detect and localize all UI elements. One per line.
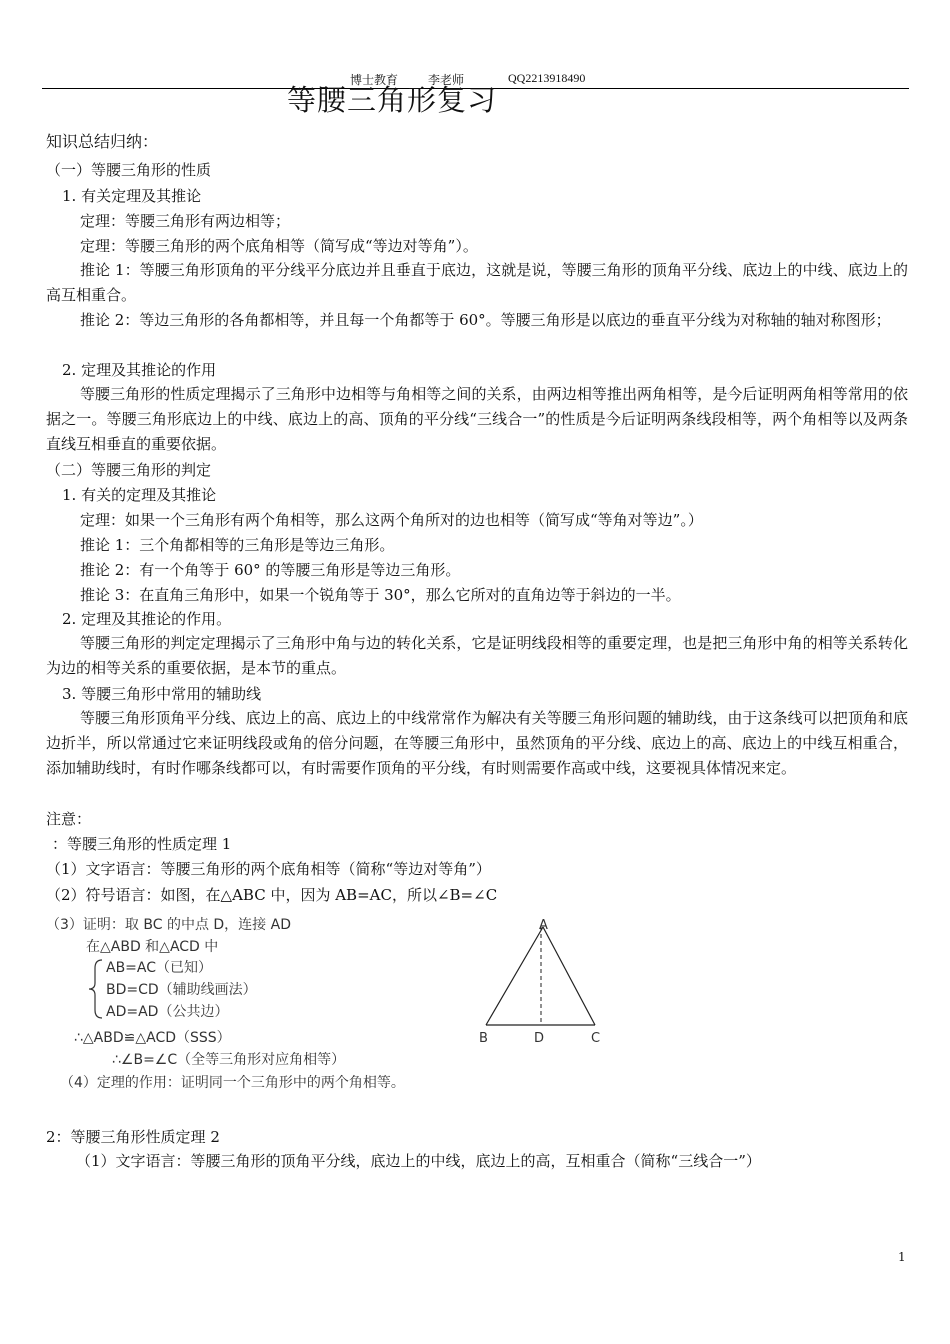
proof-line-8: （4）定理的作用：证明同一个三角形中的两个角相等。 (60, 1075, 405, 1091)
sec2-sub3: 3. 等腰三角形中常用的辅助线 (62, 685, 262, 703)
note-theorem1: ：等腰三角形的性质定理 1 (52, 835, 232, 853)
header-qq: QQ2213918490 (508, 71, 586, 85)
proof-line-4: BD=CD（辅助线画法） (106, 982, 257, 998)
summary-heading: 知识总结归纳： (46, 132, 159, 151)
header-teacher: 李老师 (428, 73, 465, 87)
proof-line-5: AD=AD（公共边） (106, 1004, 229, 1020)
sec2-sub1: 1. 有关的定理及其推论 (62, 486, 217, 504)
proof-line-7: ∴∠B=∠C（全等三角形对应角相等） (112, 1052, 346, 1068)
proof-line-2: 在△ABD 和△ACD 中 (86, 939, 219, 955)
sec2-sub2: 2. 定理及其推论的作用。 (62, 610, 232, 628)
sec1-sub2: 2. 定理及其推论的作用 (62, 361, 217, 379)
sec1-theorem2: 定理：等腰三角形的两个底角相等（简写成“等边对等角”）。 (80, 237, 478, 255)
point-label-d: D (534, 1031, 545, 1046)
sec1-para2: 等腰三角形的性质定理揭示了三角形中边相等与角相等之间的关系，由两边相等推出两角相等，是今后证明两角相等常用的依据之一。等腰三角形底边上的中线、底边上的高、顶角的平分线“三线合一”的性质是今后证明两条线段相等，两个角相等以及两条直线互相垂直的重要依据。 (46, 385, 908, 453)
sec1-heading: （一）等腰三角形的性质 (46, 161, 212, 179)
sec2-corollary1: 推论 1：三个角都相等的三角形是等边三角形。 (80, 536, 395, 554)
sec2-corollary3: 推论 3：在直角三角形中，如果一个锐角等于 30°，那么它所对的直角边等于斜边的一半。 (80, 586, 681, 604)
proof-line-6: ∴△ABD≌△ACD（SSS） (74, 1030, 231, 1046)
sec2-para3: 等腰三角形顶角平分线、底边上的高、底边上的中线常常作为解决有关等腰三角形问题的辅助线，由于这条线可以把顶角和底边折半，所以常通过它来证明线段或角的倍分问题，在等腰三角形中，虽然顶角的平分线、底边上的高、底边上的中线互相重合，添加辅助线时，有时作哪条线都可以，有时需要作顶角的平分线，有时则需要作高或中线，这要视具体情况来定。 (46, 709, 908, 777)
note-heading: 注意： (46, 810, 92, 828)
sec1-corollary1: 推论 1：等腰三角形顶角的平分线平分底边并且垂直于底边，这就是说，等腰三角形的顶角平分线、底边上的中线、底边上的高互相重合。 (46, 261, 908, 304)
sec2-heading: （二）等腰三角形的判定 (46, 461, 212, 479)
sec1-theorem1: 定理：等腰三角形有两边相等； (80, 212, 291, 230)
page-number: 1 (898, 1250, 906, 1264)
note-text-language: （1）文字语言：等腰三角形的两个底角相等（简称“等边对等角”） (46, 860, 491, 878)
sec1-corollary2: 推论 2：等边三角形的各角都相等，并且每一个角都等于 60°。等腰三角形是以底边的垂直平分线为对称轴的轴对称图形； (80, 311, 891, 329)
theorem2-text-language: （1）文字语言：等腰三角形的顶角平分线，底边上的中线，底边上的高，互相重合（简称“三线合一”） (76, 1152, 761, 1170)
proof-brace (86, 958, 106, 1020)
sec2-para2: 等腰三角形的判定定理揭示了三角形中角与边的转化关系，它是证明线段相等的重要定理，也是把三角形中角的相等关系转化为边的相等关系的重要依据，是本节的重点。 (46, 634, 908, 677)
sec2-corollary2: 推论 2：有一个角等于 60° 的等腰三角形是等边三角形。 (80, 561, 461, 579)
proof-line-1: （3）证明：取 BC 的中点 D，连接 AD (46, 917, 291, 933)
header-org: 博士教育 (350, 73, 399, 87)
sec2-theorem1: 定理：如果一个三角形有两个角相等，那么这两个角所对的边也相等（简写成“等角对等边”。） (80, 511, 703, 529)
note-symbol-language: （2）符号语言：如图，在△ABC 中，因为 AB=AC，所以∠B=∠C (46, 886, 498, 904)
theorem2-heading: 2：等腰三角形性质定理 2 (46, 1128, 220, 1146)
vertex-label-b: B (479, 1031, 488, 1046)
vertex-label-a: A (539, 918, 548, 933)
proof-line-3: AB=AC（已知） (106, 960, 213, 976)
triangle-figure (470, 915, 610, 1050)
vertex-label-c: C (591, 1031, 601, 1046)
sec1-sub1: 1. 有关定理及其推论 (62, 187, 202, 205)
page-title: 等腰三角形复习 (287, 83, 498, 117)
